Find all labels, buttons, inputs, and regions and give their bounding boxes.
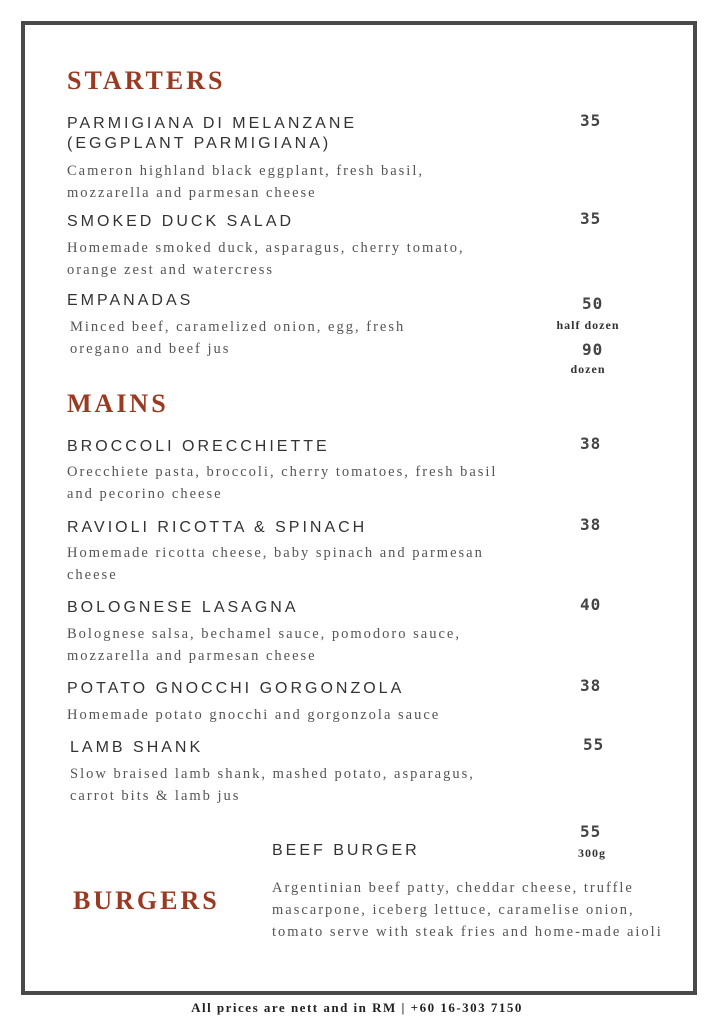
item-desc-broccoli-orecchiette: Orecchiete pasta, broccoli, cherry tomatoes, fresh basil and pecorino cheese	[67, 464, 498, 502]
item-name-potato-gnocchi: POTATO GNOCCHI GORGONZOLA	[67, 680, 405, 697]
item-name-lamb-shank: LAMB SHANK	[70, 739, 204, 756]
item-price-note-dozen: dozen	[570, 362, 606, 376]
item-name-ravioli: RAVIOLI RICOTTA & SPINACH	[67, 519, 368, 536]
section-heading-starters: STARTERS	[67, 66, 226, 95]
item-name-smoked-duck-salad: SMOKED DUCK SALAD	[67, 213, 295, 230]
item-desc-empanadas: Minced beef, caramelized onion, egg, fresh oregano and beef jus	[70, 319, 406, 357]
item-price-ravioli: 38	[580, 515, 602, 534]
item-price-note-300g: 300g	[578, 846, 606, 860]
item-desc-smoked-duck-salad: Homemade smoked duck, asparagus, cherry tomato, orange zest and watercress	[67, 240, 465, 278]
item-name-bolognese-lasagna: BOLOGNESE LASAGNA	[67, 599, 299, 616]
item-price-potato-gnocchi: 38	[580, 676, 602, 695]
item-price-broccoli-orecchiette: 38	[580, 434, 602, 453]
item-name-beef-burger: BEEF BURGER	[272, 842, 420, 859]
item-desc-ravioli: Homemade ricotta cheese, baby spinach and parmesan cheese	[67, 545, 484, 583]
item-price-smoked-duck-salad: 35	[580, 209, 602, 228]
item-name-broccoli-orecchiette: BROCCOLI ORECCHIETTE	[67, 438, 330, 455]
item-desc-bolognese-lasagna: Bolognese salsa, bechamel sauce, pomodoro sauce, mozzarella and parmesan cheese	[67, 626, 461, 664]
item-desc-parmigiana: Cameron highland black eggplant, fresh basil, mozzarella and parmesan cheese	[67, 163, 424, 201]
item-desc-beef-burger: Argentinian beef patty, cheddar cheese, truffle mascarpone, iceberg lettuce, caramelise onion, tomato serve with steak fries and home-made aioli	[272, 880, 663, 940]
item-desc-lamb-shank: Slow braised lamb shank, mashed potato, asparagus, carrot bits & lamb jus	[70, 766, 475, 804]
item-price-lamb-shank: 55	[583, 735, 605, 754]
footer-note: All prices are nett and in RM | +60 16-303 7150	[191, 1000, 523, 1015]
item-name-empanadas: EMPANADAS	[67, 292, 194, 309]
item-price-note-half-dozen: half dozen	[556, 318, 620, 332]
item-price-bolognese-lasagna: 40	[580, 595, 602, 614]
section-heading-mains: MAINS	[67, 389, 169, 418]
item-price-parmigiana: 35	[580, 111, 602, 130]
item-price-beef-burger: 55	[580, 822, 602, 841]
item-desc-potato-gnocchi: Homemade potato gnocchi and gorgonzola sauce	[67, 707, 441, 723]
item-price-empanadas-dozen: 90	[582, 340, 604, 359]
item-name-parmigiana: PARMIGIANA DI MELANZANE (EGGPLANT PARMIGIANA)	[67, 115, 358, 152]
item-price-empanadas-half: 50	[582, 294, 604, 313]
section-heading-burgers: BURGERS	[73, 886, 220, 915]
